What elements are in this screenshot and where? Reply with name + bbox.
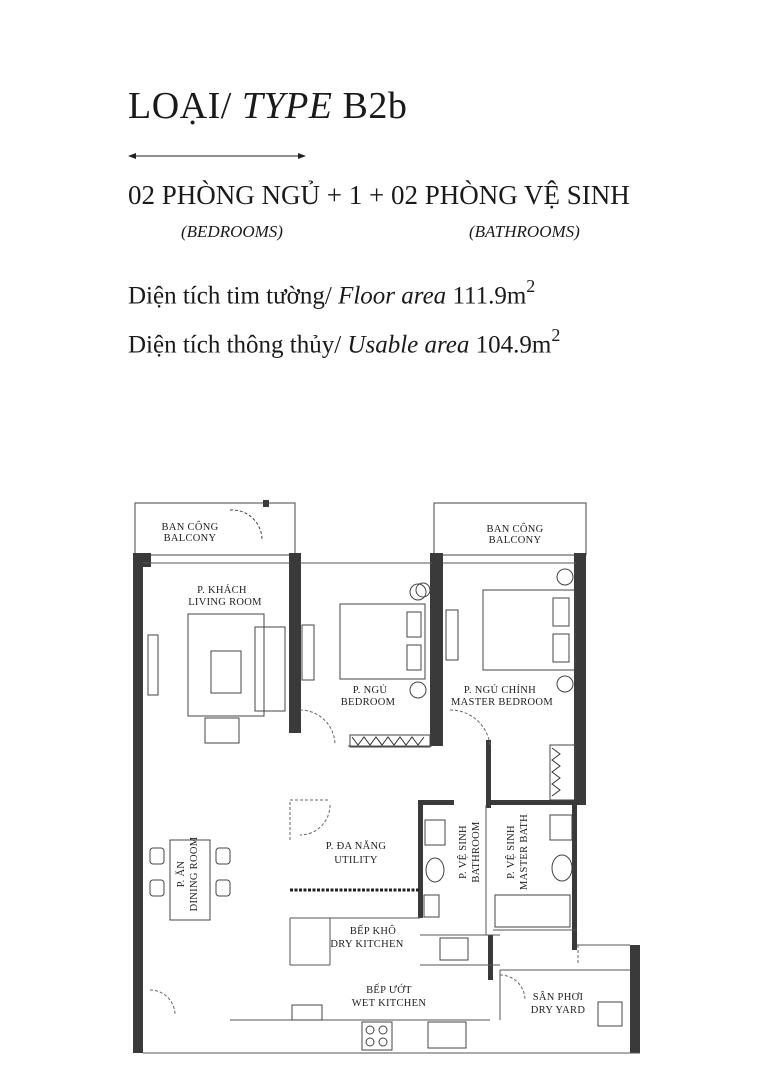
floor-area-en: Floor area <box>338 282 447 310</box>
label-master-bedroom-vi: P. NGỦ CHÍNH <box>463 685 537 696</box>
type-code: B2b <box>342 85 408 127</box>
label-dry-yard-en: DRY YARD <box>530 1005 586 1016</box>
usable-area-exp: 2 <box>551 325 561 345</box>
floor-area-exp: 2 <box>526 276 536 296</box>
chair <box>150 880 164 896</box>
dry-yard-washer <box>598 1002 622 1026</box>
armchair <box>205 718 239 743</box>
label-living-en: LIVING ROOM <box>188 597 262 608</box>
label-balcony-right-vi: BAN CÔNG <box>486 524 544 535</box>
chair <box>216 880 230 896</box>
dry-kitchen-sink <box>440 938 468 960</box>
usable-area-vi: Diện tích thông thủy/ <box>128 331 342 359</box>
floor-area-line <box>128 278 535 310</box>
lamp <box>410 682 426 698</box>
pillow <box>407 645 421 670</box>
label-utility-vi: P. ĐA NĂNG <box>325 841 387 852</box>
chair <box>216 848 230 864</box>
label-bedroom-vi: P. NGỦ <box>352 685 388 696</box>
usable-area-value: 104.9m <box>475 331 552 359</box>
master-bed <box>483 590 575 670</box>
pillow <box>407 612 421 637</box>
label-balcony-left-vi: BAN CÔNG <box>161 522 219 533</box>
lamp <box>416 583 430 597</box>
lamp <box>557 569 573 585</box>
bath-fixtures <box>424 815 572 927</box>
pillow <box>553 634 569 662</box>
lamp <box>410 584 426 600</box>
label-balcony-right-en: BALCONY <box>488 535 542 546</box>
lamp <box>557 676 573 692</box>
floor-area-value: 111.9m <box>452 282 527 310</box>
unit-type-title <box>128 84 407 128</box>
desk <box>302 625 314 680</box>
rug <box>188 614 264 716</box>
title-divider-arrow <box>128 151 306 161</box>
washer <box>424 895 439 917</box>
label-dining-vi: P. ĂN <box>176 860 187 888</box>
label-dry-kitchen-en: DRY KITCHEN <box>330 939 404 950</box>
bathrooms-subtitle: (BATHROOMS) <box>469 222 580 241</box>
basin <box>425 820 445 845</box>
label-living-vi: P. KHÁCH <box>197 585 247 596</box>
balcony-door-swing <box>230 510 262 540</box>
label-balcony-left-en: BALCONY <box>163 533 217 544</box>
label-dining-en: DINING ROOM <box>189 836 200 912</box>
wet-kitchen-sink <box>428 1022 466 1048</box>
usable-area-line <box>128 327 560 359</box>
desk <box>446 610 458 660</box>
bedroom-furniture <box>302 584 430 747</box>
label-wet-kitchen-vi: BẾP ƯỚT <box>366 985 412 996</box>
living-furniture <box>148 614 285 743</box>
label-dry-yard-vi: SÂN PHƠI <box>532 992 584 1003</box>
label-bedroom-en: BEDROOM <box>340 697 396 708</box>
floor-plan <box>0 490 775 1080</box>
toilet <box>426 858 444 882</box>
label-wet-kitchen-en: WET KITCHEN <box>351 998 427 1009</box>
bathtub <box>495 895 570 927</box>
type-italic: TYPE <box>241 85 333 127</box>
floor-area-vi: Diện tích tim tường/ <box>128 282 332 310</box>
master-toilet <box>552 855 572 881</box>
cooktop <box>362 1022 392 1050</box>
bed <box>340 604 425 679</box>
coffee-table <box>211 651 241 693</box>
label-master-bath-en: MASTER BATH <box>519 814 530 890</box>
usable-area-en: Usable area <box>347 331 470 359</box>
master-basin <box>550 815 572 840</box>
label-dry-kitchen-vi: BẾP KHÔ <box>349 926 397 937</box>
label-bathroom-en: BATHROOM <box>471 821 482 883</box>
fridge <box>292 1005 322 1020</box>
chair <box>150 848 164 864</box>
sofa <box>255 627 285 711</box>
label-master-bedroom-en: MASTER BEDROOM <box>451 697 553 708</box>
pillow <box>553 598 569 626</box>
type-prefix: LOẠI/ <box>128 85 232 127</box>
wardrobe <box>550 745 575 800</box>
tv-console <box>148 635 158 695</box>
label-utility-en: UTILITY <box>334 855 378 866</box>
label-master-bath-vi: P. VỆ SINH <box>506 825 517 879</box>
rooms-summary: 02 PHÒNG NGỦ + 1 + 02 PHÒNG VỆ SINH <box>128 180 630 210</box>
bedrooms-subtitle: (BEDROOMS) <box>181 222 283 241</box>
label-bathroom-vi: P. VỆ SINH <box>458 825 469 879</box>
